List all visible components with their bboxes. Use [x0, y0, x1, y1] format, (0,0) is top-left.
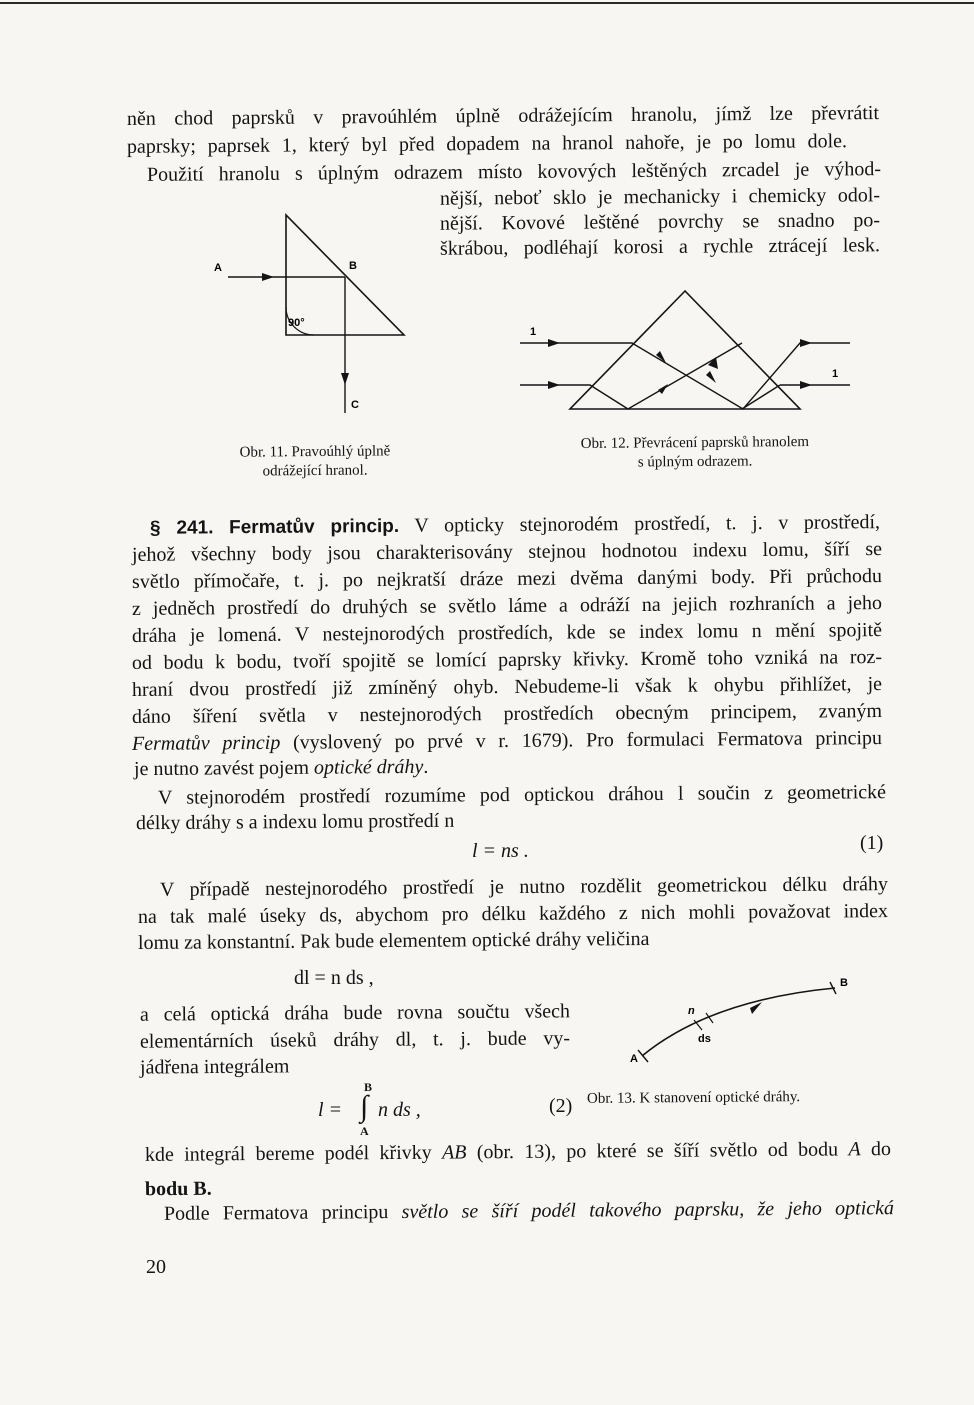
figure-11-prism	[200, 205, 420, 425]
equation-2-integral: ∫	[360, 1090, 369, 1123]
label-b: B	[349, 260, 357, 272]
text-line: lomu za konstantní. Pak bude elementem optické dráhy veličina	[137, 927, 650, 955]
text-line: elementárních úseků dráhy dl, t. j. bude vy-	[139, 1027, 571, 1053]
text-line: nější. Kovové leštěné povrchy se snadno po-	[439, 209, 881, 235]
text-span: do	[860, 1138, 892, 1161]
caption-line: Obr. 11. Pravoúhlý úplně	[239, 443, 391, 461]
figure-13-caption: Obr. 13. K stanovení optické dráhy.	[586, 1089, 801, 1107]
text-line: jehož všechny body jsou charakterisovány stejnou hodnotou indexu lomu, šíří se	[131, 538, 883, 566]
equation-1-number: (1)	[860, 832, 884, 854]
figure-12-prism-inversion	[510, 285, 860, 420]
text-line: bodu B.	[144, 1177, 212, 1201]
text-span: AB	[441, 1141, 467, 1164]
text-span: světlo se šíří podél takového paprsku, že jeho optická	[401, 1197, 895, 1223]
text-line: něn chod paprsků v pravoúhlém úplně odrážejícím hranolu, jímž lze převrátit	[126, 102, 880, 130]
label-ray-out: 1	[832, 368, 839, 380]
text-span: .	[423, 755, 429, 778]
equation-2-rhs: n ds ,	[378, 1099, 421, 1121]
label-n: n	[688, 1005, 695, 1017]
equation-2-lhs: l =	[318, 1099, 343, 1121]
text-line: hraní dvou prostředí již zmíněný ohyb. Nebudeme-li však k ohybu přihlížet, je	[131, 673, 883, 701]
text-line: Použití hranolu s úplným odrazem místo kovových leštěných zrcadel je výhod-	[146, 158, 882, 186]
label-ray-in: 1	[530, 326, 537, 338]
term-optical-path: optické dráhy	[313, 755, 424, 779]
page-number: 20	[146, 1256, 166, 1278]
text-line	[132, 725, 882, 757]
caption-line: s úplným odrazem.	[637, 453, 753, 471]
text-line: světlo přímočaře, t. j. po nejkratší dráze mezi dvěma danými body. Při průchodu	[131, 565, 883, 593]
text-line: škrábou, podléhají korosi a rychle ztrácejí lesk.	[439, 234, 881, 260]
text-span: (vyslovený po prvé v r. 1679). Pro formulaci Fermatova principu	[280, 727, 883, 754]
figure-11-caption	[200, 442, 430, 482]
text-line	[134, 754, 429, 782]
text-line: V stejnorodém prostředí rozumíme pod optickou dráhou l součin z geometrické	[157, 781, 887, 809]
section-text: V opticky stejnorodém prostředí, t. j. v prostředí,	[414, 511, 881, 537]
text-line: na tak malé úseky ds, abychom pro délku každého z nich mohli považovat index	[137, 900, 889, 928]
section-title: Fermatův princip.	[229, 515, 400, 539]
text-line: dáno šíření světla v nestejnorodých prostředích obecným principem, zvaným	[131, 700, 883, 728]
label-a: A	[630, 1053, 638, 1065]
text-line: V případě nestejnorodého prostředí je nutno rozdělit geometrickou délku dráhy	[159, 873, 889, 901]
text-span: kde integrál bereme podél křivky	[144, 1141, 443, 1166]
figure-12-caption	[530, 433, 860, 474]
label-c: C	[351, 399, 359, 411]
label-a: A	[214, 262, 222, 274]
figure-13-optical-path	[620, 970, 860, 1070]
text-line	[145, 1136, 891, 1168]
text-span: A	[848, 1138, 861, 1161]
text-line: paprsky; paprsek 1, který byl před dopadem na hranol nahoře, je po lomu dole.	[126, 130, 848, 158]
label-angle: 90°	[288, 317, 305, 329]
text-line: dráha je lomená. V nestejnorodých prostředích, kde se index lomu n mění spojitě	[131, 619, 883, 647]
equation-2-number: (2)	[549, 1095, 573, 1117]
text-line: nější, neboť sklo je mechanicky i chemicky odol-	[439, 184, 881, 210]
equation-2-upper-limit: B	[364, 1080, 373, 1094]
text-span: je nutno zavést pojem	[133, 756, 315, 781]
text-span: Podle Fermatova principu	[163, 1201, 402, 1225]
text-line: délky dráhy s a indexu lomu prostředí n	[135, 809, 455, 835]
text-line: z jedněch prostředí do druhých se světlo láme a odráží na jejich rozhraních a jeho	[131, 592, 883, 620]
caption-line: Obr. 12. Převrácení paprsků hranolem	[580, 434, 810, 452]
text-line	[164, 1195, 894, 1227]
equation-2-lower-limit: A	[360, 1124, 369, 1138]
text-line: jádřena integrálem	[139, 1055, 290, 1079]
text-span: (obr. 13), po které se šíří světlo od bodu	[466, 1138, 849, 1164]
text-line: a celá optická dráha bude rovna součtu všech	[139, 1000, 571, 1026]
label-b: B	[840, 977, 848, 989]
caption-line: odrážející hranol.	[262, 462, 368, 480]
label-ds: ds	[698, 1033, 711, 1045]
section-number: § 241.	[149, 517, 214, 539]
equation-dl: dl = n ds ,	[294, 967, 374, 989]
term-fermat-principle: Fermatův princip	[131, 731, 281, 755]
equation-1: l = ns .	[472, 840, 529, 862]
text-line: od bodu k bodu, tvoří spojitě se lomící paprsky křivky. Kromě toho vzniká na roz-	[131, 646, 883, 674]
